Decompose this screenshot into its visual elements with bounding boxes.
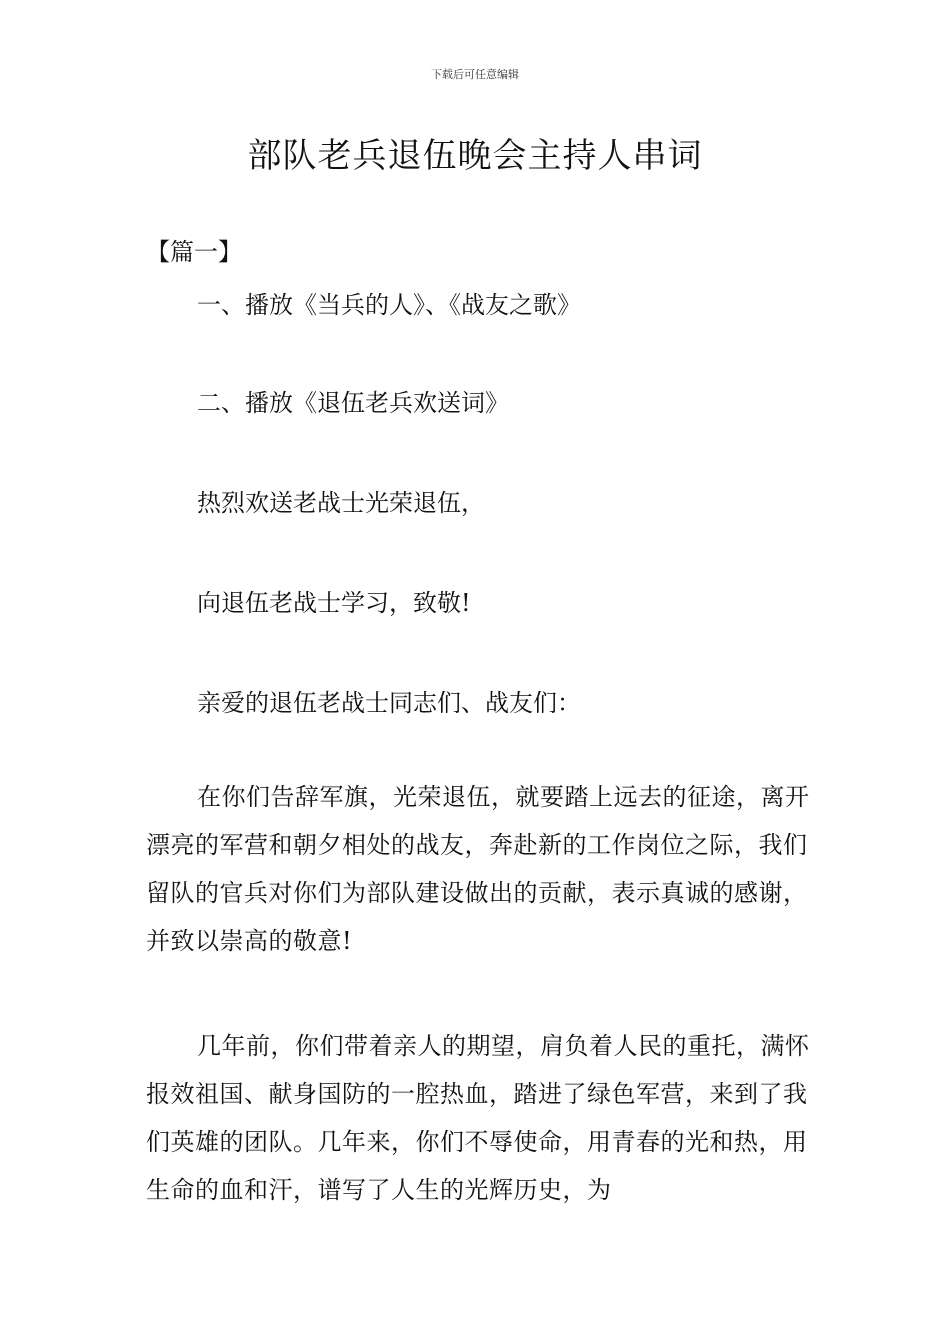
program-item-2: 二、播放《退伍老兵欢送词》 xyxy=(197,389,509,417)
slogan-line-1: 热烈欢送老战士光荣退伍， xyxy=(197,489,485,517)
header-note: 下载后可任意编辑 xyxy=(431,68,519,81)
document-title: 部队老兵退伍晚会主持人串词 xyxy=(247,136,703,176)
body-paragraph-2: 几年前，你们带着亲人的期望，肩负着人民的重托，满怀报效祖国、献身国防的一腔热血，踏进了绿色军营，来到了我们英雄的团队。几年来，你们不辱使命，用青春的光和热，用生命的血和汗，谱写了人生的光辉历史，为 xyxy=(146,1032,810,1204)
program-item-1: 一、播放《当兵的人》、《战友之歌》 xyxy=(197,291,581,319)
slogan-line-2: 向退伍老战士学习，致敬! xyxy=(197,589,471,617)
body-paragraph-1: 在你们告辞军旗，光荣退伍，就要踏上远去的征途，离开漂亮的军营和朝夕相处的战友，奔赴新的工作岗位之际，我们留队的官兵对你们为部队建设做出的贡献，表示真诚的感谢，并致以崇高的敬意! xyxy=(146,783,810,955)
section-label: 【篇一】 xyxy=(146,238,242,266)
salutation-line: 亲爱的退伍老战士同志们、战友们： xyxy=(197,689,581,717)
